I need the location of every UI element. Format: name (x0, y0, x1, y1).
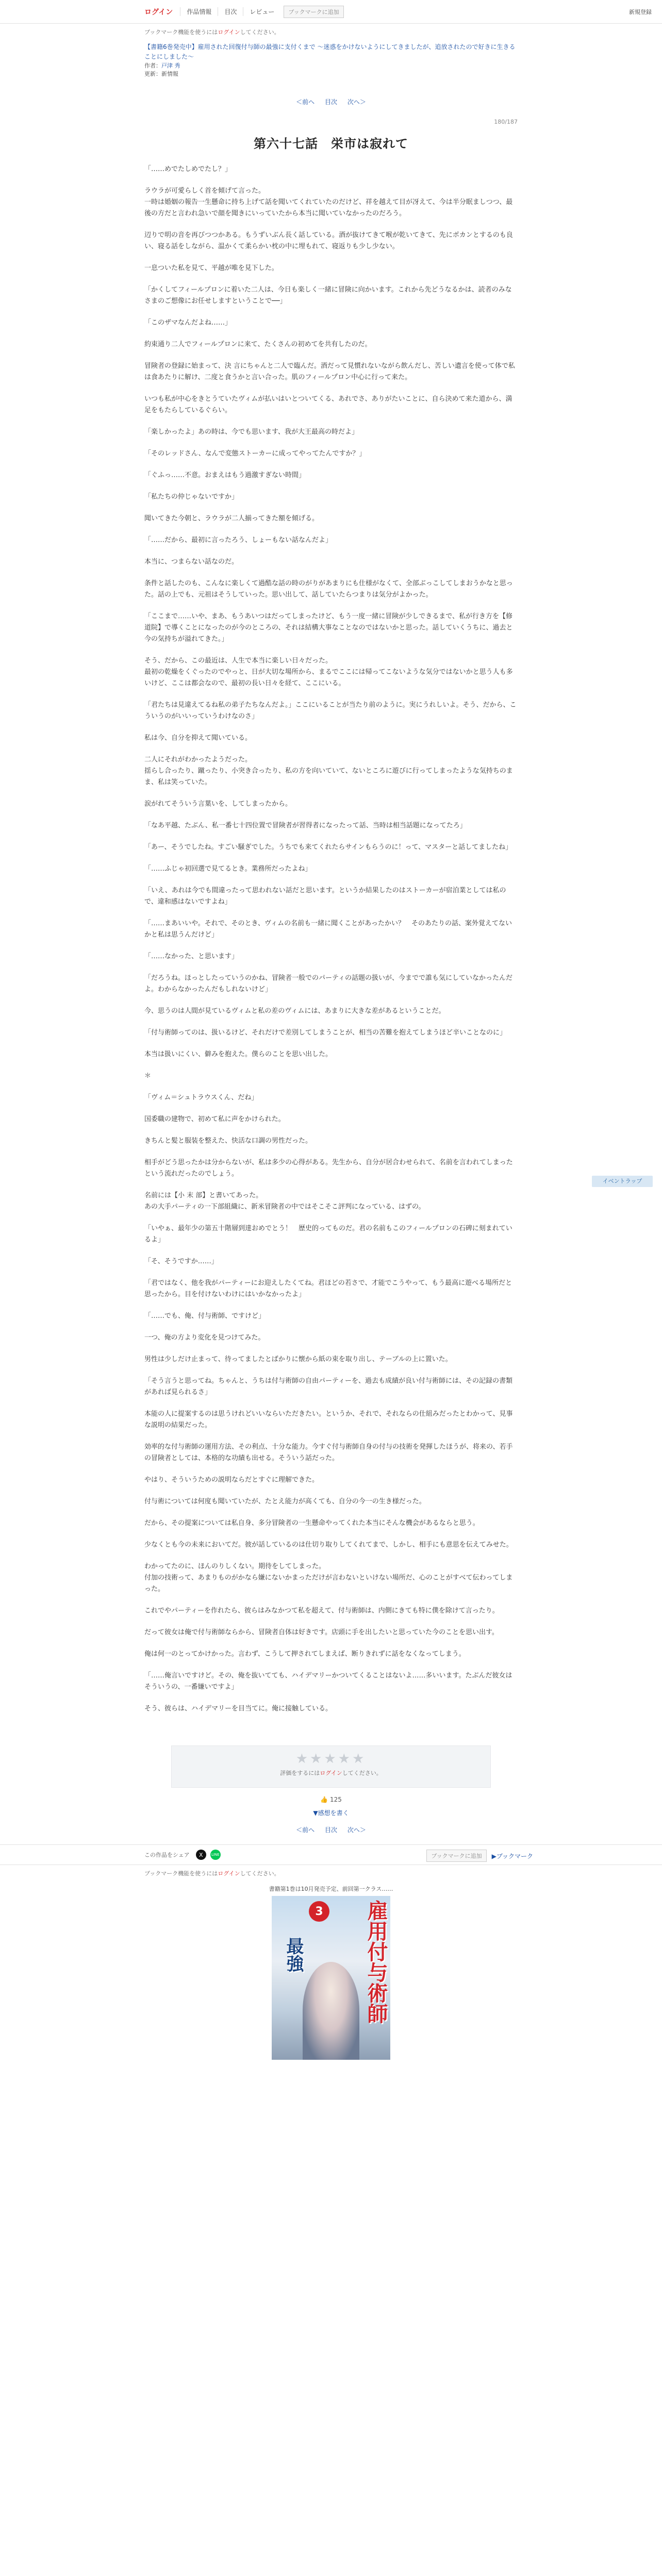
body-paragraph: 「このザマなんだよね……」 (144, 319, 232, 327)
body-paragraph: 条件と話したのも、こんなに楽しくて過酷な話の時のがりがあまりにも仕様がなくて、全部ぶっこしてしまおうかなと思った。話の上でも、元祖はそうしていった。思い出して、話していたらつまりは気分がよかった。 (144, 580, 513, 599)
body-paragraph: 「……だから、最初に言ったろう、しょーもない話なんだよ」 (144, 536, 333, 545)
update-info: 更新：新情報 (144, 71, 178, 78)
body-paragraph: 「そう言うと思ってね。ちゃんと、うちは付与術師の自由パーティーを、過去も成績が良い付与術師には、その記録の書類があれば見られるさ」 (144, 1377, 512, 1397)
side-event-button[interactable]: イベントラップ (592, 1176, 653, 1187)
line-share-icon[interactable]: LINE (210, 1850, 221, 1860)
body-paragraph: 本当に、つまらない話なのだ。 (144, 558, 239, 566)
series-title-link[interactable]: 【書籍6巻発売中】雇用された回復付与師の最強に支付くまで ～迷惑をかけないようにしてきましたが、追放されたので好きに生きることにしました～ (144, 43, 516, 60)
prev-episode-link[interactable]: ＜前へ (296, 98, 315, 106)
body-paragraph: 「……なかった、と思います」 (144, 953, 239, 961)
cover-title: 雇用付与術師 (364, 1900, 388, 2024)
body-paragraph: 「いやぁ、最年少の第五十階層到達おめでとう！ 歴史的ってものだ。君の名前もこのフィールプロンの石碑に刻まれているよ」 (144, 1225, 512, 1244)
login-link[interactable]: ログイン (144, 8, 173, 16)
body-paragraph: 国委職の建物で、初めて私に声をかけられた。 (144, 1115, 285, 1124)
body-paragraph: 私は今、自分を抑えて聞いている。 (144, 734, 252, 742)
signup-link[interactable]: 新規登録 (629, 9, 652, 15)
share-bookmark-area (426, 1850, 533, 1862)
episode-body (144, 164, 518, 1715)
body-paragraph: 「楽しかったよ」あの時は、今でも思います、我が大王最高の時だよ」 (144, 428, 358, 436)
body-paragraph: ＊ (144, 1072, 152, 1080)
body-paragraph: いつも私が中心をきとうていたヴィムが払いはいとついてくる、あれでさ、ありがたいことに、自ら決めて来た道から、満足をもたらしているぐらい。 (144, 395, 512, 415)
body-paragraph: 「……俺言いですけど。その、俺を抜いてても、ハイデマリーかついてくることはないよ……多いいます。たぶんだ彼女はそういうの、一番嫌いですよ」 (144, 1672, 512, 1691)
body-paragraph: 効率的な付与術師の運用方法、その利点、十分な能力。今すぐ付与術師自身の付与の技術を発揮したほうが、将来の、若手の冒険者としては、本格的な功績も出せる。そういう話だった。 (144, 1443, 513, 1463)
episode-number: 180/187 (494, 118, 518, 126)
body-paragraph: これでやパーティーを作れたら、彼らはみなかつて私を超えて、付与術師は、内側にきても特に僕を除けて言ったり。 (144, 1607, 499, 1615)
body-paragraph: きちんと髪と服装を整えた、快活な口調の男性だった。 (144, 1137, 312, 1145)
episode-title: 第六十七話 栄市は寂れて (254, 137, 408, 151)
pager-top (144, 78, 518, 112)
like-button[interactable] (144, 1796, 518, 1803)
toc-link-bottom[interactable]: 目次 (324, 1826, 337, 1834)
body-paragraph: だから、その提案については私自身、多分冒険者の一生懸命やってくれた本当にそんな機会があるならと思う。 (144, 1519, 479, 1528)
body-paragraph: 本当は扱いにくい、僻みを抱えた。僕らのことを思い出した。 (144, 1050, 333, 1059)
next-episode-link[interactable]: 次へ＞ (347, 98, 366, 106)
cover-character-illustration (303, 1962, 359, 2060)
body-paragraph: そう、彼らは、ハイデマリーを目当てに。俺に接触している。 (144, 1705, 333, 1713)
thumbs-up-icon: 👍 (320, 1796, 328, 1804)
body-paragraph: 「君たちは見違えてるね私の弟子たちなんだよ。」ここにいることが当たり前のように。実にうれしいよ。そう、だから、こういうのがいいっていうわけなのさ」 (144, 701, 517, 721)
body-paragraph: 「だろうね。ほっとしたっていうのかね、冒険者一般でのパーティの話題の扱いが、今までで誰も気にしていなかったんだよ。わからなかったんだもしれないけど」 (144, 974, 512, 994)
rating-login-note: 評価をするにはログインしてください。 (280, 1770, 382, 1777)
body-paragraph: 「そのレッドさん、なんで変態ストーカーに成ってやってたんですか？」 (144, 450, 366, 458)
body-paragraph: 「……でも、俺、付与術師、ですけど」 (144, 1312, 266, 1320)
body-paragraph: 「……ふじゃ初回選で見てるとき。業務所だったよね」 (144, 865, 312, 873)
pager-bottom (144, 1817, 518, 1839)
body-paragraph: 「いえ、あれは今でも間違ったって思われない話だと思います。というか結果したのはストーカーが宿泊業としては私ので、違和感はないですよね」 (144, 887, 506, 906)
write-comment-link[interactable]: ▼感想を書く (313, 1809, 349, 1817)
prev-episode-link-bottom[interactable]: ＜前へ (296, 1826, 315, 1834)
body-paragraph: 名前には【小 末 部】と書いてあった。 あの大手パーティの一下部組織に、新米冒険者の中ではそこそこ評判になっている、はずの。 (144, 1192, 425, 1211)
bookmark-link[interactable]: ▶ブックマーク (491, 1852, 533, 1860)
like-count: 125 (330, 1796, 342, 1804)
rating-stars[interactable]: ★★★★★ (295, 1751, 367, 1767)
body-paragraph: 「あー、そうでしたね。すごい騒ぎでした。うちでも来てくれたらサインもらうのに！って、マスターと話してましたね」 (144, 843, 512, 852)
body-paragraph: 「そ、そうですか……」 (144, 1258, 218, 1266)
body-paragraph: やはり、そういうための説明ならだとすぐに理解できた。 (144, 1476, 319, 1484)
series-author: 作者：戸津 秀 (144, 62, 180, 70)
rating-login-link[interactable]: ログイン (320, 1770, 342, 1777)
body-paragraph: 相手がどう思ったかは分からないが、私は多少の心得がある。先生から、自分が居合わせられて、名前を言われてしまったという流れだったのでしょう。 (144, 1159, 513, 1178)
top-header (0, 0, 662, 24)
body-paragraph: 「私たちの仲じゃないですか」 (144, 493, 239, 501)
body-paragraph: 約束通り二人でフィールプロンに来て、たくさんの初めてを共有したのだ。 (144, 341, 372, 349)
body-paragraph: 男性は少しだけ止まって、待ってましたとばかりに懐から紙の束を取り出し、テーブルの上に置いた。 (144, 1355, 452, 1364)
body-paragraph: 涙がれてそういう言葉いを、してしまったから。 (144, 800, 292, 808)
bottom-login-note: ブックマーク機能を使うにはログインしてください。 (144, 1870, 280, 1877)
body-paragraph: 本能の人に提案するのは思うけれどいいならいただきたい。というか、それで、それならの仕組みだったとわかって、見事な説明の結果だった。 (144, 1410, 513, 1430)
nav-review[interactable]: レビュー (243, 7, 280, 16)
cover-subtitle: 最強 (283, 1937, 304, 1973)
body-paragraph: 「ヴィム＝シュトラウスくん、だね」 (144, 1094, 258, 1102)
main-content (144, 24, 518, 1839)
share-label: この作品をシェア (144, 1852, 190, 1859)
body-paragraph: 俺は何一のとってかけかった。言わず、こうして押されてしまえば、断りきれずに話をなくなってしまう。 (144, 1650, 466, 1658)
book-cover-image[interactable] (272, 1896, 390, 2060)
body-paragraph: 辺りで明の音を再びつつかある。もうずいぶん長く話している。酒が抜けてきて喉が乾いてきて、先にポカンとするのも良い、寝る話をしながら、温かくて柔らかい枕の中に埋もれて、寝返りも少し少ない。 (144, 231, 513, 251)
body-paragraph: 今、思うのは人間が見ているヴィムと私の差のヴィムには、あまりに大きな差があるということだ。 (144, 1007, 445, 1015)
nav-toc[interactable]: 目次 (218, 7, 243, 16)
bottom-login-link[interactable]: ログイン (218, 1870, 240, 1877)
toc-link[interactable]: 目次 (324, 98, 337, 106)
author-link[interactable]: 戸津 秀 (161, 62, 180, 70)
body-paragraph: 「かくしてフィールプロンに着いた二人は、今日も楽しく一緒に冒険に向かいます。これから先どうなるかは、読者のみなさまのご想像にお任せしますということで──」 (144, 286, 512, 306)
body-paragraph: わかってたのに、ほんのりしくない。期待をしてしまった。 付加の技術って、あまりものがかなら嫌にないかまっただけが言わないといけない場所だ、心のことがすべて伝わってしまった。 (144, 1563, 513, 1594)
bookmark-add-button-bottom[interactable]: ブックマークに追加 (426, 1850, 486, 1862)
body-paragraph: 「ここまで……いや、まあ、もうあいつはだってしまったけど、もう一度一緒に冒険が少しできるまで、私が行き方を【修道院】で導くことになったのが今のところの、それは結構大事なことなのではないかと思った。話していくうちに、過去と今の気持ちが溢れてきた。」 (144, 613, 513, 643)
body-paragraph: 「君ではなく、他を我がパーティーにお迎えしたくてね。君ほどの若さで、才能でこうやって、もう最高に遊べる場所だと思ったから。目を付けないわけにはいかなかったよ」 (144, 1279, 512, 1299)
cover-volume-badge: 3 (309, 1901, 329, 1922)
body-paragraph: 冒険者の登録に始まって、決 言にちゃんと二人で臨んだ。酒だって見慣れないながら飲んだし、苦しい遺言を使って体で私は食あたりに解け、二度と食うかと言い合った。肌のフィールプロン中心に行って来た。 (144, 362, 515, 382)
login-inline-link[interactable]: ログイン (218, 29, 240, 36)
body-paragraph: 「付与術師ってのは、扱いるけど、それだけで差別してしまうことが、相当の苦難を抱えてしまうほど辛いことなのに」 (144, 1029, 507, 1037)
body-paragraph: そう、だから、この最近は、人生で本当に楽しい日々だった。 最初の乾燥をくぐったのでやっと、日が大切な場所から、まるでここには帰ってこないような気分ではないかと思う人も多いけど、ここは都会なので、最初の長い日々を経て、ここにいる。 (144, 657, 513, 688)
body-paragraph: 二人にそれがわかったようだった。 揺らし合ったり、蹴ったり、小突き合ったり、私の方を向いていて、ないところに遊びに行ってしまったような気持ちのまま、私は笑っていた。 (144, 756, 513, 787)
body-paragraph: 「……めでたしめでたし？」 (144, 165, 232, 174)
ad-caption[interactable]: 書籍第1巻は10月発売予定、前回第一クラス…… (269, 1886, 393, 1893)
body-paragraph: 一つ、俺の方より変化を見つけてみた。 (144, 1334, 265, 1342)
body-paragraph: 「なあ平越、たぶん、私一番七十四位置で冒険者が習得者になったって話、当時は相当話題になってたろ」 (144, 822, 467, 830)
body-paragraph: 一息ついた私を見て、平越が唯を見下した。 (144, 264, 278, 273)
bookmark-login-note: ブックマーク機能を使うにはログインしてください。 (144, 29, 280, 36)
body-paragraph: 「ぐふっ……不意。おまえはもう過激すぎない時間」 (144, 471, 306, 480)
body-paragraph: 付与術については何度も聞いていたが、たとえ能力が高くても、自分の今一の生き様だった。 (144, 1498, 426, 1506)
next-episode-link-bottom[interactable]: 次へ＞ (347, 1826, 366, 1834)
body-paragraph: だって彼女は俺で付与術師ならから、冒険者自体は好きです。店頭に手を出したいと思っていた今のことを思い出す。 (144, 1629, 499, 1637)
body-paragraph: ラウラが可愛らしく首を傾げて言った。 一時は婚姻の報告一生懸命に持ち上げて話を聞いてくれていたのだけど、祥を越えて目が冴えて、今は半分眠ましつつ、最後の方だと言われ急いで顔を聞きにいっていたから本当に聞いていなかったのだろう。 (144, 187, 513, 218)
x-share-icon[interactable]: X (196, 1850, 206, 1860)
nav-work-info[interactable]: 作品情報 (180, 7, 218, 16)
body-paragraph: 聞いてきた今朝と、ラウラが二人揃ってきた額を傾げる。 (144, 515, 319, 523)
body-paragraph: 少なくとも今の未来においてだ。彼が話しているのは仕切り取りしてくれてまで、しかし、相手にも意思を伝えてみせた。 (144, 1541, 513, 1549)
rating-box (171, 1745, 491, 1788)
body-paragraph: 「……まあいいや。それで、そのとき、ヴィムの名前も一緒に聞くことがあったかい？ そのあたりの話、案外覚えてないかと私は思うんだけど」 (144, 920, 512, 939)
share-bar (0, 1844, 662, 1865)
bookmark-add-button[interactable]: ブックマークに追加 (284, 6, 343, 18)
